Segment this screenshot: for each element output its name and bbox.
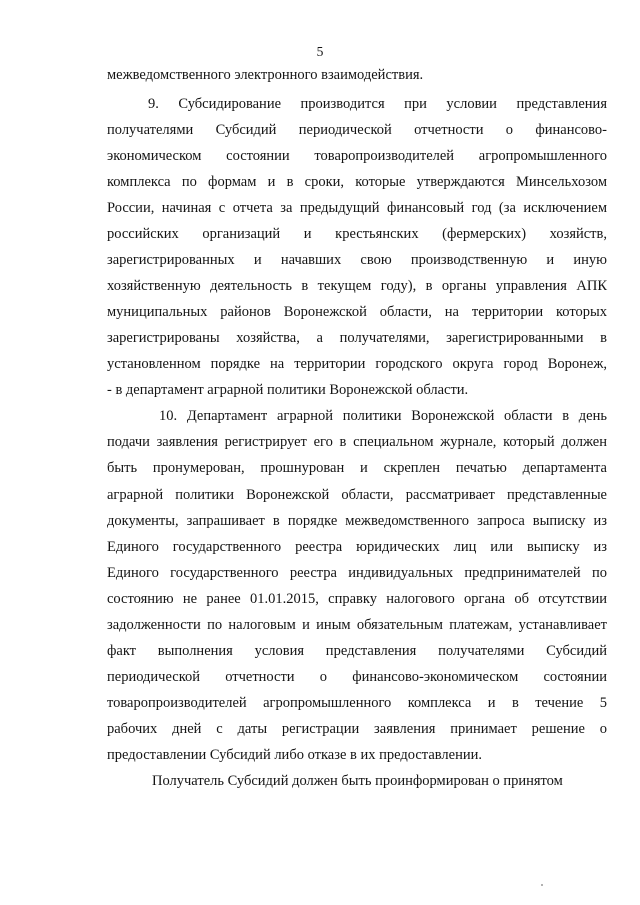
paragraph-9-first-line: 9. Субсидирование производится при условии представления (148, 96, 607, 112)
page-number: 5 (316, 44, 324, 59)
text-line: периодической отчетности о финансово-экономическом состоянии (107, 669, 607, 685)
text-line: комплекса по формам и в сроки, которые утверждаются Минсельхозом (107, 174, 607, 190)
text-line: экономическом состоянии товаропроизводителей агропромышленного (107, 148, 607, 164)
text-line: хозяйственную деятельность в текущем году), в органы управления АПК (107, 278, 607, 294)
text-line: предоставлении Субсидий либо отказе в их предоставлении. (107, 747, 482, 763)
text-line: зарегистрированных и начавших свою производственную и иную (107, 252, 607, 268)
text-line: документы, запрашивает в порядке межведомственного запроса выписку из (107, 513, 607, 529)
text-line: рабочих дней с даты регистрации заявления принимает решение о (107, 721, 607, 737)
text-line: Единого государственного реестра индивидуальных предпринимателей по (107, 565, 607, 581)
text-line: аграрной политики Воронежской области, рассматривает представленные (107, 487, 607, 503)
text-line: зарегистрированы хозяйства, а получателями, зарегистрированными в (107, 330, 607, 346)
text-line: факт выполнения условия представления получателями Субсидий (107, 643, 607, 659)
text-line: - в департамент аграрной политики Воронежской области. (107, 382, 469, 398)
text-line: товаропроизводителей агропромышленного комплекса и в течение 5 (107, 695, 607, 711)
text-line: подачи заявления регистрирует его в специальном журнале, который должен (107, 434, 607, 450)
text-line: межведомственного электронного взаимодействия. (107, 67, 424, 83)
text-line: муниципальных районов Воронежской области, на территории которых (107, 304, 607, 320)
text-line: быть пронумерован, прошнурован и скреплен печатью департамента (107, 460, 607, 476)
scan-speck (541, 884, 543, 886)
text-line: России, начиная с отчета за предыдущий финансовый год (за исключением (107, 200, 607, 216)
text-line: получателями Субсидий периодической отчетности о финансово- (107, 122, 607, 138)
paragraph-10-first-line: 10. Департамент аграрной политики Воронежской области в день (159, 408, 607, 424)
paragraph-last-line: Получатель Субсидий должен быть проинформирован о принятом (152, 773, 563, 789)
text-line: установленном порядке на территории городского округа город Воронеж, (107, 356, 607, 372)
text-line: Единого государственного реестра юридических лиц или выписку из (107, 539, 607, 555)
text-line: российских организаций и крестьянских (фермерских) хозяйств, (107, 226, 607, 242)
text-line: состоянию не ранее 01.01.2015, справку налогового органа об отсутствии (107, 591, 607, 607)
text-line: задолженности по налоговым и иным обязательным платежам, устанавливает (107, 617, 607, 633)
